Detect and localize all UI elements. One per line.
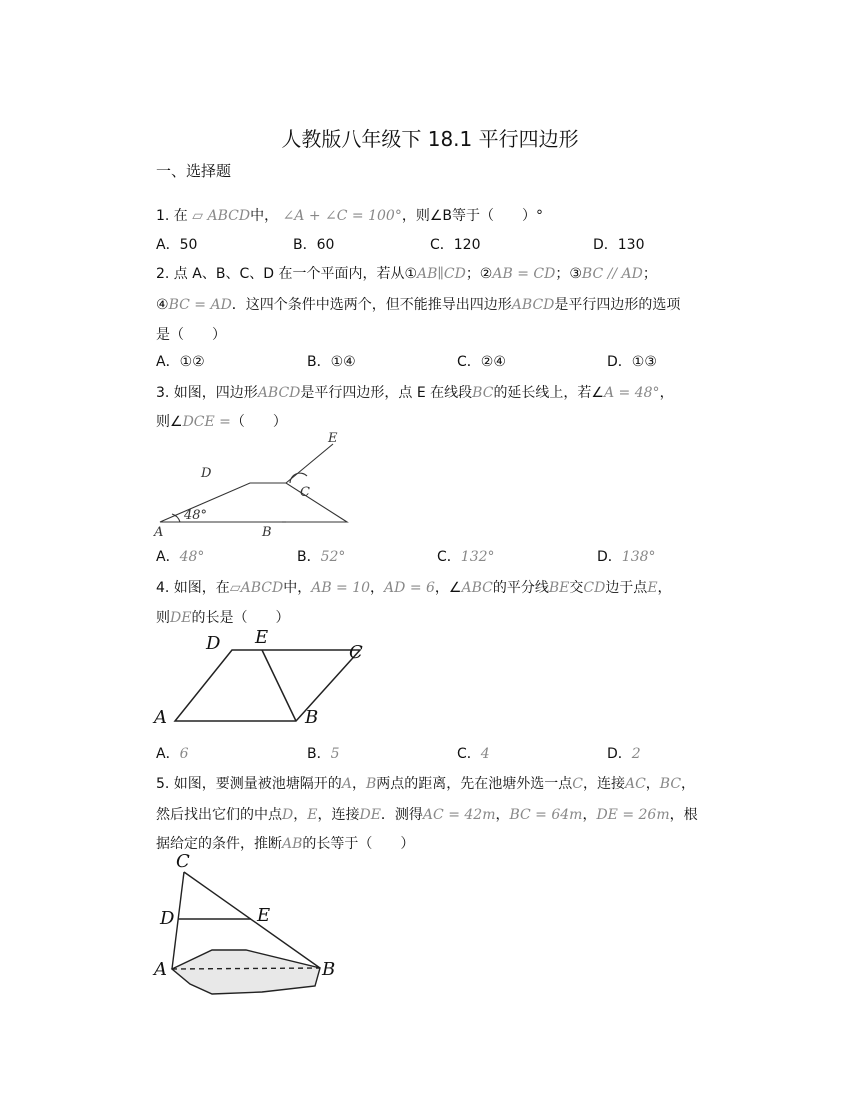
q5-ac-value: AC = 42m [422,807,496,823]
q3-option-c-letter: C． [437,549,461,565]
q4-text-g: ， [657,580,672,596]
section-heading: 一、选择题 [156,162,232,180]
q4-text-i: 的长是（ ） [191,610,290,626]
q5-bc-value: BC = 64m [509,807,583,823]
question-2-line-3: 是（ ） [156,327,226,343]
q5-text-i: ，连接 [317,807,360,823]
q4-label-c: C [349,642,363,663]
q4-text-c: ，∠ [434,580,462,596]
q4-text-a: 4. 如图，在 [156,580,230,596]
question-3-line-1 [156,382,674,402]
q1-number: 1. 在 [156,208,188,224]
q5-text-l: 据给定的条件，推断 [156,836,282,852]
q3-text-f: （ ） [230,414,287,430]
q4-de: DE [170,610,192,626]
q4-label-d: D [206,633,221,654]
q4-be: BE [548,580,570,596]
q2-condition-3: BC // AD [581,266,643,282]
q1-option-d[interactable]: D．130 [593,237,645,253]
q2-option-b[interactable]: B．①④ [307,354,356,370]
q4-option-a[interactable] [156,743,189,763]
q3-option-d-value: 138° [621,549,656,565]
q4-figure-parallelogram [150,624,372,730]
q4-e: E [647,580,658,596]
q2-condition-2: AB = CD [492,266,556,282]
q1-option-a[interactable]: A．50 [156,237,198,253]
q4-option-c-value: 4 [480,746,490,762]
q4-option-b-letter: B． [307,746,331,762]
q1-condition: ∠A + ∠C = 100° [282,208,402,224]
q4-option-c-letter: C． [457,746,481,762]
q5-bc: BC [659,776,682,792]
q2-abcd: ABCD [511,297,555,313]
question-5-line-2 [156,804,698,824]
q4-text-e: 交 [569,580,584,596]
q3-label-a: A [154,525,164,540]
q4-cd: CD [583,580,606,596]
q3-option-a[interactable] [156,546,204,566]
q4-label-e: E [255,627,269,648]
q3-figure-parallelogram [150,428,360,544]
q2-text-a: 2. 点 A、B、C、D 在一个平面内，若从① [156,266,417,282]
q2-condition-1: AB∥CD [417,266,466,282]
q4-option-d-letter: D． [607,746,632,762]
q1-abcd: ABCD [207,208,251,224]
q4-label-a: A [154,707,167,728]
q5-text-k: ，根 [669,807,698,823]
q2-circle-4: ④ [156,297,169,313]
q3-label-b: B [262,525,272,540]
q2-text-b: ．这四个条件中选两个，但不能推导出四边形 [231,297,512,313]
q5-label-d: D [160,908,175,929]
q3-option-c[interactable] [437,546,495,566]
q5-text-a: 5. 如图，要测量被池塘隔开的 [156,776,342,792]
q5-c: C [572,776,583,792]
q2-option-c[interactable]: C．②④ [457,354,506,370]
q4-option-c[interactable] [457,743,490,763]
q4-abcd: ABCD [240,580,284,596]
q5-text-e: ， [645,776,660,792]
q1-option-b[interactable]: B．60 [293,237,335,253]
q3-option-c-value: 132° [460,549,495,565]
q2-sep-2: ；③ [555,266,582,282]
q1-mid: 中， [250,208,279,224]
q4-option-b[interactable] [307,743,340,763]
q5-de: DE [359,807,381,823]
q4-option-a-value: 6 [179,746,189,762]
q5-label-e: E [257,905,271,926]
q2-text-c: 是平行四边形的选项 [554,297,681,313]
q5-figure-pond [150,848,350,1000]
q3-dce: DCE = [182,414,231,430]
q3-label-angle: 48° [184,508,208,523]
q5-ab: AB [282,836,303,852]
q4-ab: AB = 10 [311,580,371,596]
q5-text-j: ．测得 [380,807,423,823]
q5-text-h: ， [293,807,308,823]
q3-bc: BC [472,385,494,401]
q3-option-d[interactable] [597,546,656,566]
q3-option-b[interactable] [297,546,345,566]
q4-text-f: 边于点 [605,580,648,596]
q5-d: D [282,807,294,823]
parallelogram-symbol: ▱ [192,208,204,224]
q4-text-h: 则 [156,610,170,626]
q5-label-b: B [322,959,336,980]
q4-label-b: B [305,707,319,728]
q5-text-m: 的长等于（ ） [302,836,415,852]
question-2-line-1 [156,263,657,283]
q3-option-b-letter: B． [297,549,321,565]
q4-sep: ， [370,580,385,596]
q2-sep-1: ；② [465,266,493,282]
q4-parallelogram-symbol: ▱ [229,580,241,596]
q3-option-d-letter: D． [597,549,622,565]
q5-text-f: ， [681,776,696,792]
q2-option-d[interactable]: D．①③ [607,354,657,370]
q2-option-a[interactable]: A．①② [156,354,205,370]
q3-option-a-letter: A． [156,549,180,565]
q5-de-value: DE = 26m [596,807,670,823]
q5-label-c: C [176,851,190,872]
q4-option-d-value: 2 [631,746,641,762]
q2-condition-4: BC = AD [168,297,232,313]
q5-pond [172,950,320,994]
page-title: 人教版八年级下 18.1 平行四边形 [281,127,579,151]
question-1 [156,205,543,225]
q5-e: E [307,807,318,823]
question-5-line-1 [156,773,695,793]
q5-text-c: 两点的距离，先在池塘外选一点 [376,776,573,792]
q4-option-a-letter: A． [156,746,180,762]
q4-text-d: 的平分线 [492,580,549,596]
q5-text-d: ，连接 [582,776,625,792]
q3-text-d: ， [659,385,674,401]
q5-a: A [341,776,352,792]
q3-angle: A = 48° [604,385,660,401]
q1-option-c[interactable]: C．120 [430,237,481,253]
q3-label-e: E [328,431,338,446]
q5-sep-2: ， [582,807,597,823]
question-2-line-2 [156,294,680,314]
q3-text-b: 是平行四边形，点 E 在线段 [300,385,473,401]
q5-sep-1: ， [495,807,510,823]
q3-option-b-value: 52° [320,549,346,565]
q4-option-b-value: 5 [330,746,340,762]
q3-text-a: 3. 如图，四边形 [156,385,258,401]
q4-abc: ABC [461,580,493,596]
q5-label-a: A [154,959,167,980]
q3-option-a-value: 48° [179,549,205,565]
q4-option-d[interactable] [607,743,641,763]
q5-text-b: ， [351,776,366,792]
q3-extension-line [286,444,333,483]
q5-ac: AC [624,776,646,792]
q3-label-d: D [201,466,212,481]
question-4-line-1 [156,577,672,597]
q1-tail: ，则∠B等于（ ）° [401,208,543,224]
q5-b: B [365,776,377,792]
q3-text-c: 的延长线上，若∠ [493,385,604,401]
q3-abcd: ABCD [257,385,301,401]
q3-label-c: C [300,485,310,500]
q4-text-b: 中， [283,580,312,596]
q5-text-g: 然后找出它们的中点 [156,807,282,823]
q4-bisector-be [262,650,296,721]
q3-text-e: 则∠ [156,414,183,430]
q2-sep-3: ； [642,266,657,282]
q4-ad: AD = 6 [384,580,435,596]
